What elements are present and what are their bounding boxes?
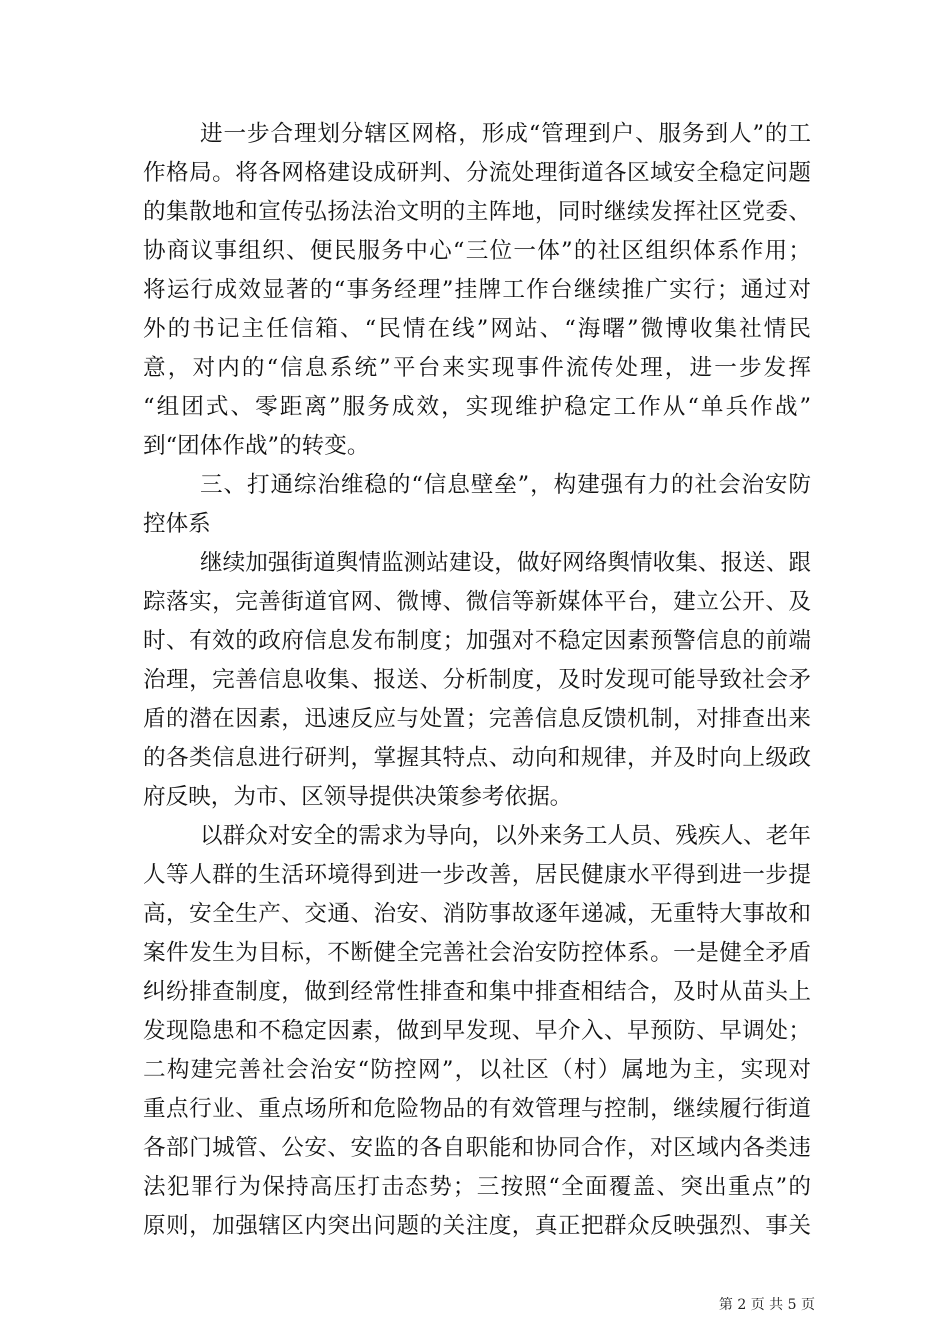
text-line: 到“团体作战”的转变。 — [143, 433, 370, 459]
text-line: 踪落实，完善街道官网、微博、微信等新媒体平台，建立公开、及 — [143, 589, 811, 615]
text-line: 协商议事组织、便民服务中心“三位一体”的社区组织体系作用； — [143, 238, 811, 264]
text-line: 各部门城管、公安、安监的各自职能和协同合作，对区域内各类违 — [143, 1135, 811, 1161]
text-line: 进一步合理划分辖区网格，形成“管理到户、服务到人”的工 — [200, 121, 811, 147]
text-line: 人等人群的生活环境得到进一步改善，居民健康水平得到进一步提 — [143, 862, 811, 888]
section-heading: 三、打通综治维稳的“信息壁垒”，构建强有力的社会治安防 — [200, 472, 811, 498]
text-line: 时、有效的政府信息发布制度；加强对不稳定因素预警信息的前端 — [143, 628, 811, 654]
text-line: 二构建完善社会治安“防控网”，以社区（村）属地为主，实现对 — [143, 1057, 811, 1083]
text-line: 案件发生为目标，不断健全完善社会治安防控体系。一是健全矛盾 — [143, 940, 811, 966]
text-line: 意，对内的“信息系统”平台来实现事件流传处理，进一步发挥 — [143, 355, 811, 381]
text-line: 将运行成效显著的“事务经理”挂牌工作台继续推广实行；通过对 — [143, 277, 811, 303]
text-line: 纠纷排查制度，做到经常性排查和集中排查相结合，及时从苗头上 — [143, 979, 811, 1005]
text-line: 治理，完善信息收集、报送、分析制度，及时发现可能导致社会矛 — [143, 667, 811, 693]
text-line: “组团式、零距离”服务成效，实现维护稳定工作从“单兵作战” — [143, 394, 811, 420]
page-number: 第 2 页 共 5 页 — [718, 1297, 815, 1313]
text-line: 法犯罪行为保持高压打击态势；三按照“全面覆盖、突出重点”的 — [143, 1174, 811, 1200]
text-line: 重点行业、重点场所和危险物品的有效管理与控制，继续履行街道 — [143, 1096, 811, 1122]
text-line: 发现隐患和不稳定因素，做到早发现、早介入、早预防、早调处； — [143, 1018, 811, 1044]
text-line: 以群众对安全的需求为导向，以外来务工人员、残疾人、老年 — [200, 823, 811, 849]
text-line: 的集散地和宣传弘扬法治文明的主阵地，同时继续发挥社区党委、 — [143, 199, 811, 225]
text-line: 府反映，为市、区领导提供决策参考依据。 — [143, 784, 573, 810]
text-line: 继续加强街道舆情监测站建设，做好网络舆情收集、报送、跟 — [200, 550, 811, 576]
text-line: 作格局。将各网格建设成研判、分流处理街道各区域安全稳定问题 — [143, 160, 811, 186]
text-line: 盾的潜在因素，迅速反应与处置；完善信息反馈机制，对排查出来 — [143, 706, 811, 732]
text-line: 外的书记主任信箱、“民情在线”网站、“海曙”微博收集社情民 — [143, 316, 811, 342]
section-heading: 控体系 — [143, 511, 211, 537]
text-line: 高，安全生产、交通、治安、消防事故逐年递减，无重特大事故和 — [143, 901, 811, 927]
text-line: 原则，加强辖区内突出问题的关注度，真正把群众反映强烈、事关 — [143, 1213, 811, 1239]
text-line: 的各类信息进行研判，掌握其特点、动向和规律，并及时向上级政 — [143, 745, 811, 771]
